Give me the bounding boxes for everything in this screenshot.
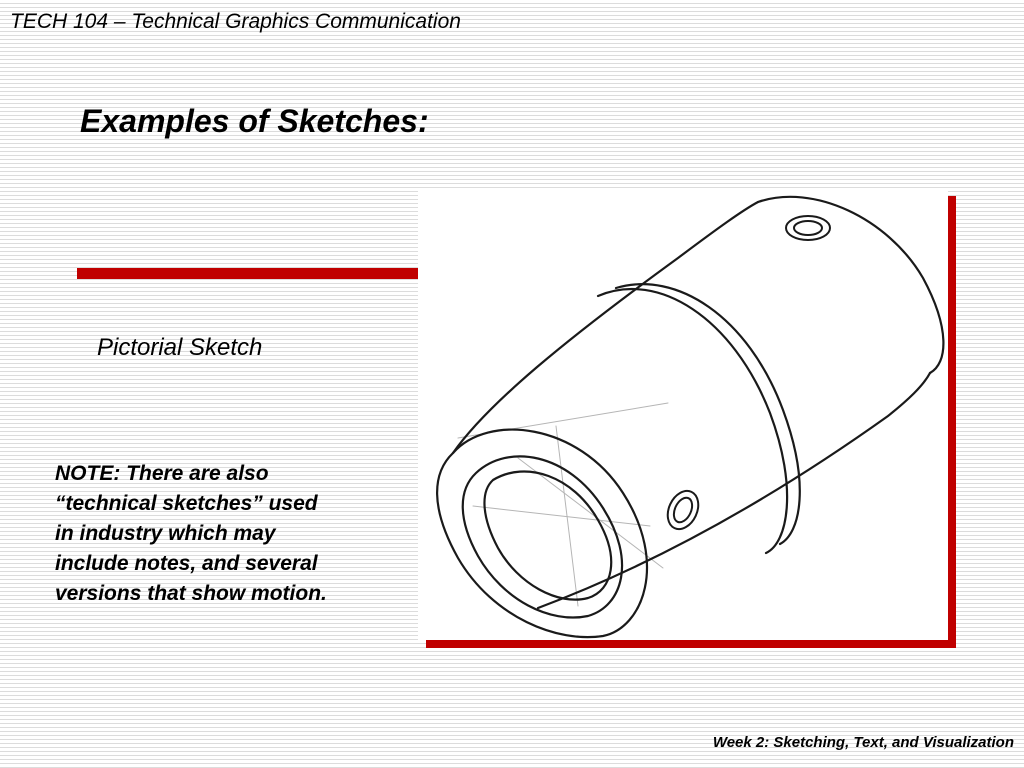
sketch-figure: [418, 188, 948, 640]
note-line: include notes, and several: [55, 552, 318, 575]
cylinder-sketch: [418, 188, 948, 640]
footer-text: Week 2: Sketching, Text, and Visualization: [712, 734, 1014, 751]
note-text: [55, 459, 405, 609]
note-line: “technical sketches” used: [55, 492, 318, 515]
course-title: TECH 104 – Technical Graphics Communication: [10, 10, 461, 33]
note-line: versions that show motion.: [55, 582, 327, 605]
note-line: NOTE: There are also: [55, 462, 269, 485]
sketch-image: [418, 188, 948, 640]
accent-bar: [77, 268, 419, 279]
slide-title: Examples of Sketches:: [80, 103, 429, 139]
figure-caption: Pictorial Sketch: [97, 334, 263, 361]
note-line: in industry which may: [55, 522, 276, 545]
